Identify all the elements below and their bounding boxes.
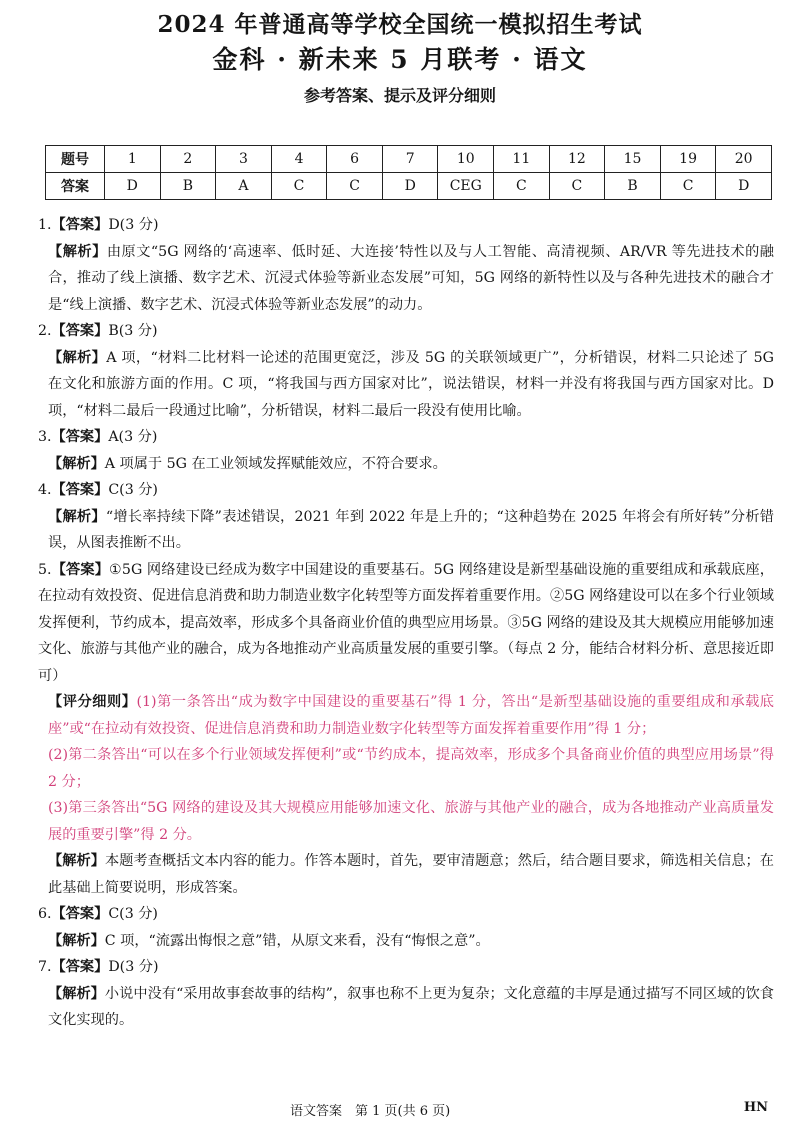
explanation-tag: 【解析】 [48, 349, 107, 366]
scoring-tag: 【评分细则】 [48, 694, 137, 710]
explanation-tag: 【解析】 [48, 243, 107, 260]
row-label-number: 题号 [46, 146, 105, 173]
answer-tag: 【答案】 [51, 906, 109, 922]
explanation-tag: 【解析】 [48, 508, 106, 525]
explanation-text: C 项，“流露出悔恨之意”错，从原文来看，没有“悔恨之意”。 [104, 932, 490, 949]
answer-cell: D [105, 173, 161, 200]
answer-text: A(3 分) [108, 429, 158, 445]
question-number: 5. [38, 561, 52, 578]
question-number: 4. [38, 482, 52, 498]
page-footer [0, 1092, 800, 1122]
answer-text: D(3 分) [108, 959, 159, 975]
question-number: 6 [327, 146, 383, 173]
question-number: 2. [38, 323, 52, 339]
answer-line [38, 212, 774, 239]
question-number: 15 [605, 146, 661, 173]
explanation-paragraph [38, 928, 774, 955]
answer-cell: C [660, 173, 716, 200]
question-number: 6. [38, 906, 52, 922]
exam-title: 2024 年普通高等学校全国统一模拟招生考试 [157, 11, 643, 38]
answer-cell: CEG [438, 173, 494, 200]
question-number-row [46, 146, 772, 173]
explanation-tag: 【解析】 [48, 985, 105, 1002]
answer-line [38, 477, 774, 504]
question-number: 10 [438, 146, 494, 173]
question-number: 1. [38, 217, 52, 233]
answer-cell: A [216, 173, 272, 200]
answer-line [38, 318, 774, 345]
answer-cell: C [271, 173, 327, 200]
answer-tag: 【答案】 [51, 323, 109, 339]
answer-table [45, 145, 772, 200]
explanation-paragraph [38, 239, 774, 319]
answer-tag: 【答案】 [51, 482, 109, 498]
answer-cell: C [327, 173, 383, 200]
answer-text: D(3 分) [108, 217, 159, 233]
answer-text: C(3 分) [108, 482, 158, 498]
explanation-paragraph [38, 504, 774, 557]
row-label-answer: 答案 [46, 173, 105, 200]
scoring-rule-paragraph: (3)第三条答出“5G 网络的建设及其大规模应用能够加速文化、旅游与其他产业的融合，成为各地推动产业高质量发展的重要引擎”得 2 分。 [48, 800, 774, 843]
explanation-text: “增长率持续下降”表述错误，2021 年到 2022 年是上升的；“这种趋势在 2025 年将会有所好转”分析错误，从图表推断不出。 [48, 508, 774, 551]
answer-cell: B [605, 173, 661, 200]
question-number: 3 [216, 146, 272, 173]
question-number: 20 [716, 146, 772, 173]
explanation-tag: 【解析】 [48, 455, 105, 472]
answer-cell: C [549, 173, 605, 200]
scoring-text: (1)第一条答出“成为数字中国建设的重要基石”得 1 分，答出“是新型基础设施的重要组成和承载底座”或“在拉动有效投资、促进信息消费和助力制造业数字化转型等方面发挥着重要作用”得 1 分； [48, 694, 774, 737]
explanation-paragraph [38, 451, 774, 478]
answer-cell: B [160, 173, 216, 200]
answer-tag: 【答案】 [51, 429, 109, 445]
answer-tag: 【答案】 [51, 217, 109, 233]
question-number: 12 [549, 146, 605, 173]
scoring-rule-paragraph: (2)第二条答出“可以在多个行业领域发挥便利”或“节约成本，提高效率，形成多个具备商业价值的典型应用场景”得 2 分； [48, 747, 774, 790]
answer-text: B(3 分) [108, 323, 158, 339]
question-number: 7. [38, 959, 52, 975]
answer-cell: D [382, 173, 438, 200]
explanation-paragraph [38, 345, 774, 425]
question-number: 4 [271, 146, 327, 173]
question-number: 11 [494, 146, 550, 173]
answer-line [38, 901, 774, 928]
answer-text: C(3 分) [108, 906, 158, 922]
question-number: 1 [105, 146, 161, 173]
answer-tag: 【答案】 [51, 561, 110, 578]
region-code: HN [743, 1100, 768, 1115]
explanation-tag: 【解析】 [48, 853, 105, 869]
answer-row [46, 173, 772, 200]
explanation-text: 小说中没有“采用故事套故事的结构”，叙事也称不上更为复杂；文化意蕴的丰厚是通过描写不同区域的饮食文化实现的。 [48, 985, 774, 1028]
answer-cell: C [494, 173, 550, 200]
question-number: 2 [160, 146, 216, 173]
page-number: 语文答案 第 1 页(共 6 页) [290, 1104, 451, 1119]
explanation-text: A 项，“材料二比材料一论述的范围更宽泛，涉及 5G 的关联领域更广”，分析错误，材料二只论述了 5G 在文化和旅游方面的作用。C 项，“将我国与西方国家对比”，说法错误，材料一并没有将我国与西方国家对比。D 项，“材料二最后一段通过比喻”，分析错误，材料二最后一段没有使用比喻。 [48, 349, 774, 419]
document-header [0, 0, 800, 109]
explanation-paragraph [38, 848, 774, 901]
explanation-tag: 【解析】 [48, 932, 105, 949]
explanation-paragraph [38, 981, 774, 1034]
explanation-text: 由原文“5G 网络的‘高速率、低时延、大连接’特性以及与人工智能、高清视频、AR/VR 等先进技术的融合，推动了线上演播、数字艺术、沉浸式体验等新业态发展”可知，5G 网络的新特性以及与各种先进技术的融合才是“线上演播、数字艺术、沉浸式体验等新业态发展”的动力。 [48, 243, 774, 313]
answer-line [38, 424, 774, 451]
answer-line [38, 557, 774, 690]
answer-cell: D [716, 173, 772, 200]
answer-tag: 【答案】 [51, 959, 109, 975]
answer-explanations [38, 212, 774, 1034]
explanation-text: 本题考查概括文本内容的能力。作答本题时，首先，要审清题意；然后，结合题目要求，筛选相关信息；在此基础上简要说明，形成答案。 [48, 853, 774, 896]
answer-key-heading: 参考答案、提示及评分细则 [303, 86, 496, 105]
question-number: 19 [660, 146, 716, 173]
question-number: 3. [38, 429, 52, 445]
exam-subtitle: 金科 · 新未来 5 月联考 · 语文 [212, 45, 588, 74]
answer-line [38, 954, 774, 981]
answer-text: ①5G 网络建设已经成为数字中国建设的重要基石。5G 网络建设是新型基础设施的重要组成和承载底座，在拉动有效投资、促进信息消费和助力制造业数字化转型等方面发挥着重要作用。②5G 网络建设可以在多个行业领域发挥便利，节约成本，提高效率，形成多个具备商业价值的典型应用场景。③5G 网络的建设及其大规模应用能够加速文化、旅游与其他产业的融合，成为各地推动产业高质量发展的重要引擎。（每点 2 分，能结合材料分析、意思接近即可） [38, 561, 774, 684]
explanation-text: A 项属于 5G 在工业领域发挥赋能效应，不符合要求。 [104, 455, 447, 472]
scoring-rule-paragraph [38, 689, 774, 742]
question-number: 7 [382, 146, 438, 173]
